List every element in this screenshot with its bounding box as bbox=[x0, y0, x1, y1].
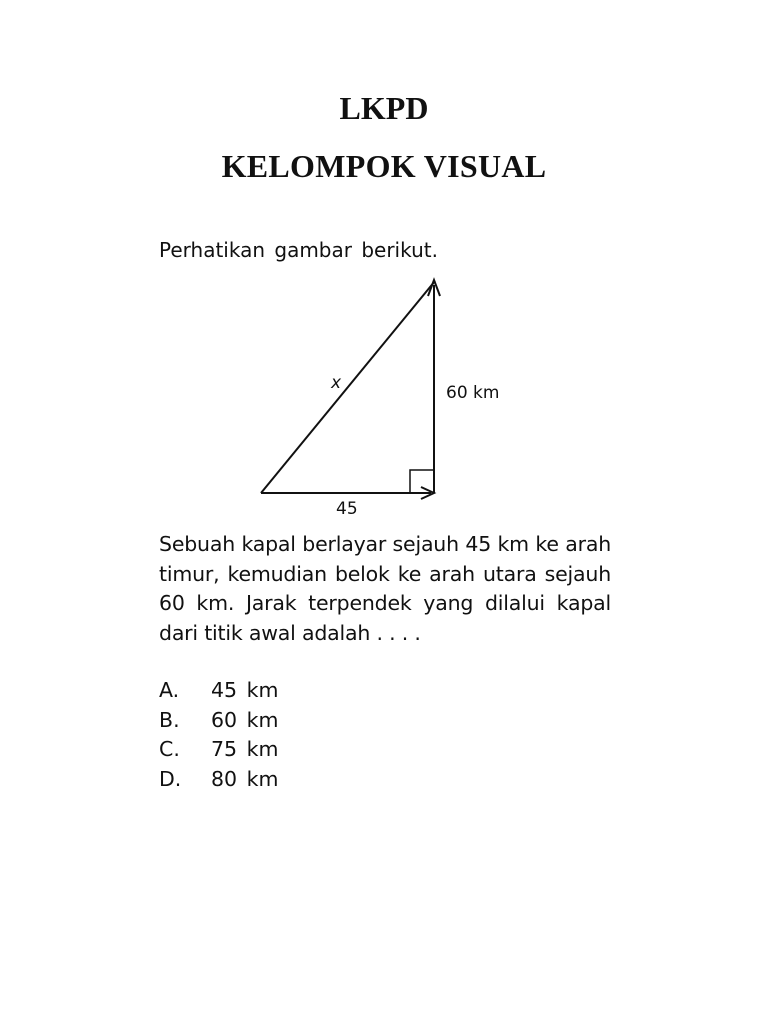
question-text: Sebuah kapal berlayar sejauh 45 km ke arah timur, kemudian belok ke arah utara sejauh 60 km. Jarak terpendek yang dilalui kapal dari titik awal adalah . . . . bbox=[159, 532, 611, 645]
hypotenuse-label: x bbox=[331, 373, 342, 393]
hypotenuse-line bbox=[261, 281, 435, 493]
option-c-value: 75 km bbox=[211, 737, 279, 761]
option-b-value: 60 km bbox=[211, 707, 279, 732]
option-b bbox=[159, 706, 278, 736]
right-angle-marker bbox=[410, 470, 434, 493]
option-d bbox=[159, 765, 278, 795]
option-c bbox=[159, 735, 278, 765]
option-a bbox=[159, 676, 278, 706]
option-d-value: 80 km bbox=[211, 766, 279, 791]
instruction-text: Perhatikan gambar berikut. bbox=[159, 238, 438, 262]
vertical-leg-label: 60 km bbox=[446, 383, 500, 403]
option-a-letter: A. bbox=[159, 678, 180, 702]
page-subtitle: KELOMPOK VISUAL bbox=[221, 148, 547, 184]
option-d-letter: D. bbox=[159, 766, 182, 791]
option-b-letter: B. bbox=[159, 707, 180, 732]
answer-options bbox=[159, 676, 278, 794]
page-title: LKPD bbox=[339, 90, 429, 126]
option-c-letter: C. bbox=[159, 737, 180, 761]
horizontal-leg-label: 45 bbox=[336, 499, 358, 519]
option-a-value: 45 km bbox=[211, 678, 279, 702]
